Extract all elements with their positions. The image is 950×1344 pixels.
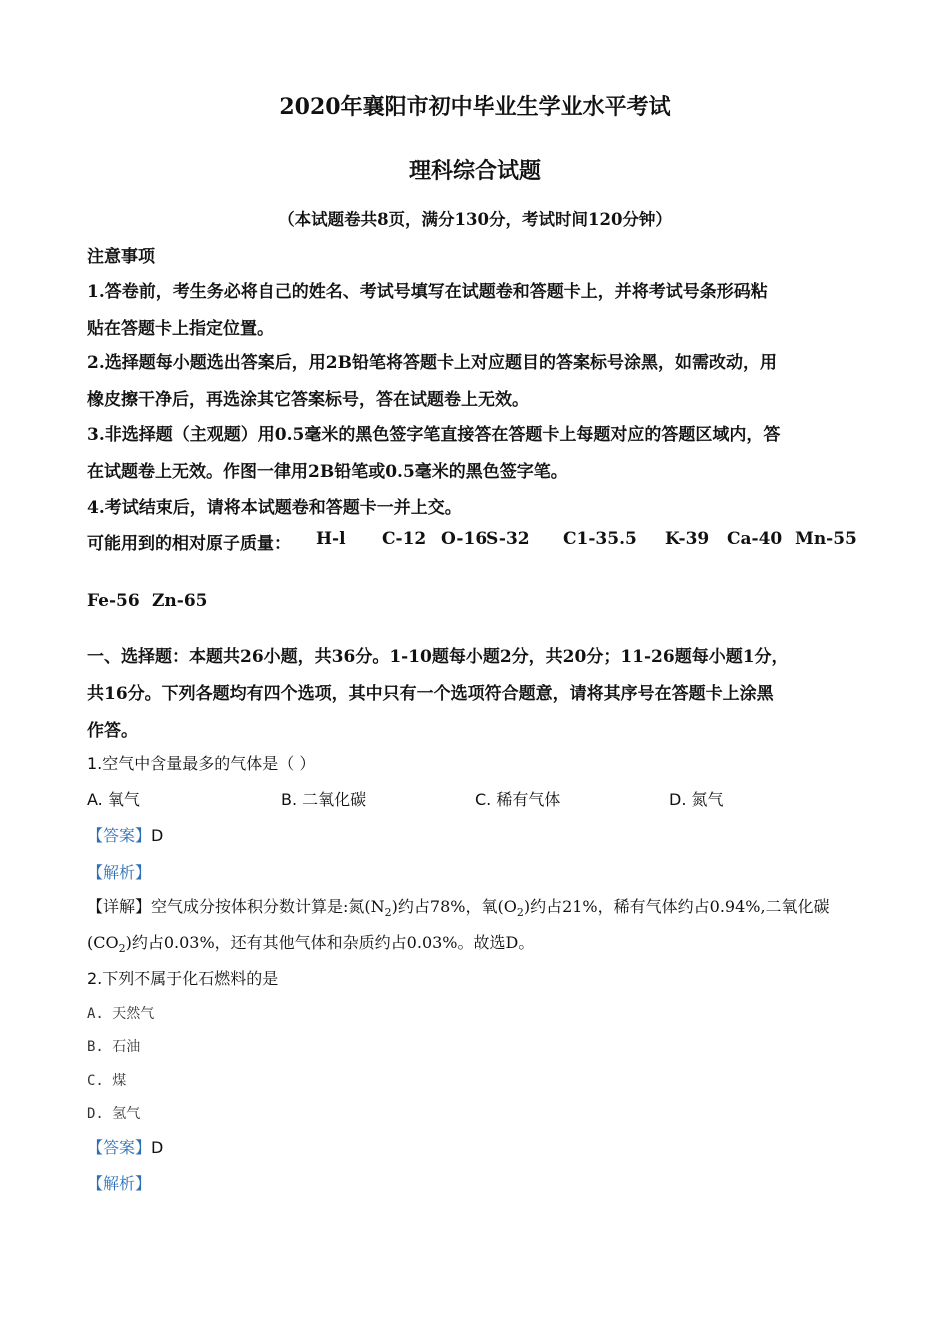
- atomic-mass-item: H-l: [316, 529, 346, 549]
- detail-text: )约占21%，稀有气体约占0.94%,二氧化碳: [523, 897, 830, 916]
- exam-title: 2020年襄阳市初中毕业生学业水平考试: [279, 94, 671, 120]
- question-option: D. 氢气: [87, 1106, 141, 1122]
- section-instructions: 一、选择题：本题共26小题，共36分。1-10题每小题2分，共20分；11-26题每小题1分，: [87, 647, 789, 667]
- analysis-tag: 【解析】: [87, 1174, 152, 1193]
- section-instructions: 共16分。下列各题均有四个选项，其中只有一个选项符合题意，请将其序号在答题卡上涂黑: [87, 684, 774, 704]
- notice-line: 4.考试结束后，请将本试题卷和答题卡一并上交。: [87, 498, 462, 518]
- atomic-mass-item: S-32: [486, 529, 530, 549]
- detail-tag: 【详解】: [87, 897, 152, 916]
- question-option: A. 氧气: [87, 790, 140, 809]
- notice-line: 2.选择题每小题选出答案后，用2B铅笔将答题卡上对应题目的答案标号涂黑，如需改动，用: [87, 353, 777, 373]
- atomic-mass-row: [0, 591, 950, 615]
- atomic-mass-item: C1-35.5: [563, 529, 637, 549]
- question-option: B. 石油: [87, 1039, 141, 1055]
- notice-line: 贴在答题卡上指定位置。: [87, 319, 274, 339]
- detail-line: [87, 930, 534, 955]
- answer-value: D: [151, 1138, 164, 1157]
- notice-line: 1.答卷前，考生务必将自己的姓名、考试号填写在试题卷和答题卡上，并将考试号条形码粘: [87, 282, 768, 302]
- detail-text: )约占0.03%，还有其他气体和杂质约占0.03%。故选D。: [125, 933, 535, 952]
- question-option: D. 氮气: [669, 790, 724, 809]
- notice-heading: 注意事项: [87, 247, 155, 267]
- detail-text: )约占78%，氧(O: [391, 897, 517, 916]
- atomic-mass-item: K-39: [665, 529, 710, 549]
- subscript: 2: [384, 906, 392, 920]
- detail-text: 空气成分按体积分数计算是:氮(N: [151, 897, 385, 916]
- atomic-mass-item: O-16: [441, 529, 488, 549]
- atomic-mass-item: Fe-56: [87, 591, 140, 611]
- notice-line: 3.非选择题（主观题）用0.5毫米的黑色签字笔直接答在答题卡上每题对应的答题区域内，答: [87, 425, 781, 445]
- answer-tag: 【答案】: [87, 1138, 152, 1157]
- answer-line: [87, 823, 163, 846]
- notice-line: 橡皮擦干净后，再选涂其它答案标号，答在试题卷上无效。: [87, 390, 529, 410]
- atomic-mass-item: C-12: [382, 529, 427, 549]
- section-instructions: 作答。: [87, 721, 138, 741]
- subscript: 2: [516, 906, 524, 920]
- question-option: B. 二氧化碳: [281, 790, 367, 809]
- answer-value: D: [151, 826, 164, 845]
- detail-line: [87, 894, 830, 919]
- analysis-tag: 【解析】: [87, 863, 152, 882]
- question-stem: 1.空气中含量最多的气体是（ ）: [87, 754, 316, 773]
- exam-subtitle: 理科综合试题: [408, 158, 541, 184]
- answer-line: [87, 1135, 163, 1158]
- notice-line: 在试题卷上无效。作图一律用2B铅笔或0.5毫米的黑色签字笔。: [87, 462, 568, 482]
- question-stem: 2.下列不属于化石燃料的是: [87, 969, 279, 988]
- answer-tag: 【答案】: [87, 826, 152, 845]
- exam-info: （本试题卷共8页，满分130分，考试时间120分钟）: [278, 210, 672, 229]
- detail-text: (CO: [87, 933, 119, 952]
- atomic-mass-label: 可能用到的相对原子质量：: [87, 534, 291, 554]
- question-option: A. 天然气: [87, 1006, 155, 1022]
- question-option: C. 稀有气体: [475, 790, 561, 809]
- atomic-mass-row: [0, 529, 950, 553]
- subscript: 2: [118, 942, 126, 956]
- atomic-mass-item: Ca-40: [727, 529, 783, 549]
- atomic-mass-item: Zn-65: [152, 591, 208, 611]
- atomic-mass-item: Mn-55: [795, 529, 857, 549]
- question-option: C. 煤: [87, 1073, 127, 1089]
